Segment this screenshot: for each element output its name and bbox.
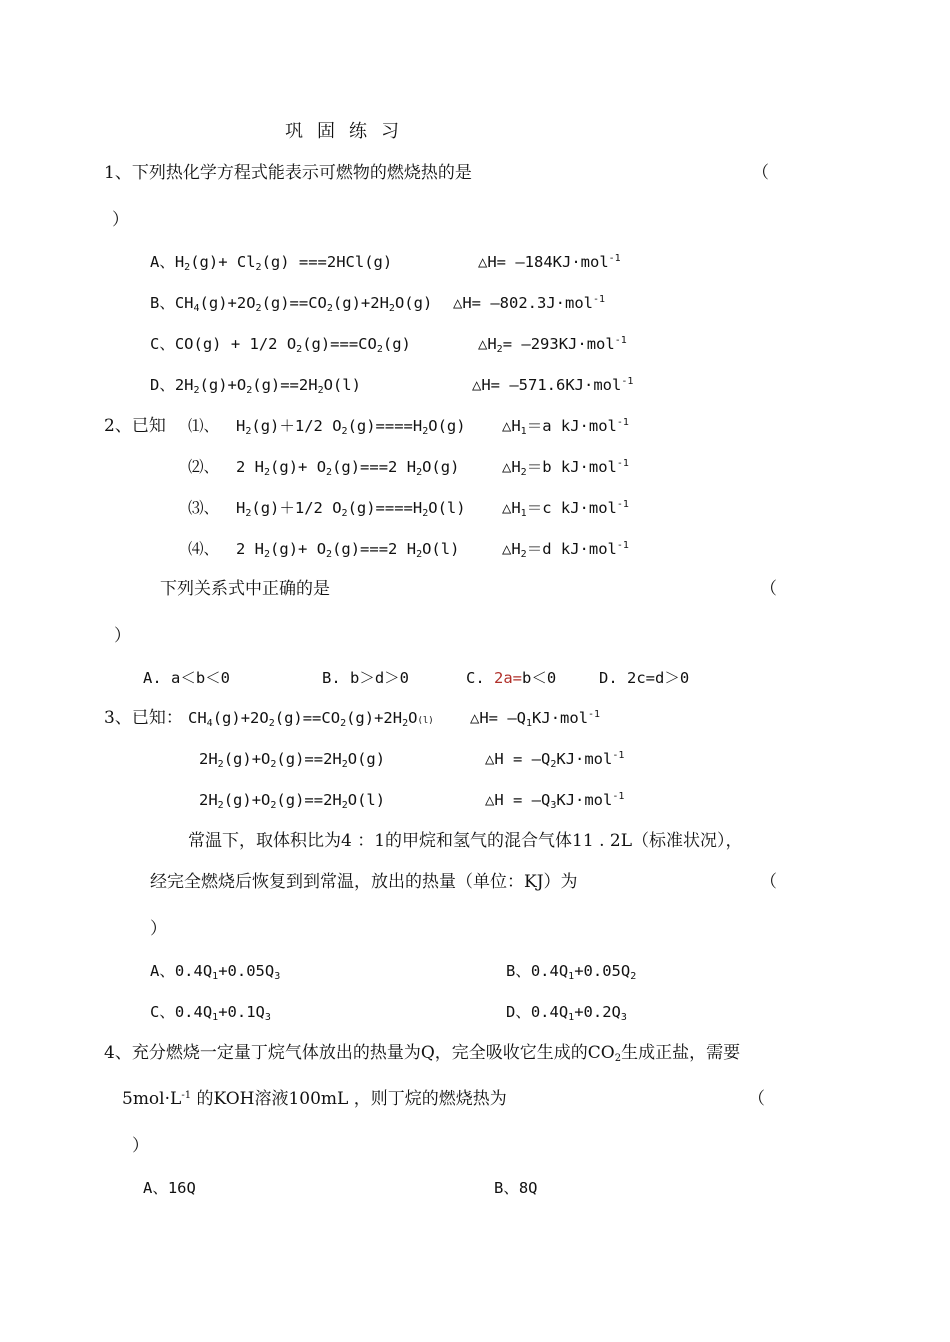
q2-eq1-dh: $\triangle H_1=a$ kJ·mol$^{-1}$ (502, 417, 629, 437)
q2-eq3-dh: $\triangle H_1=c$ kJ·mol$^{-1}$ (502, 499, 629, 519)
q2-option-b: B. b＞d＞0 (322, 669, 409, 687)
q4-paren-close: ） (132, 1136, 149, 1156)
q4-option-a: A、16Q (143, 1179, 196, 1197)
q3-text2: 经完全燃烧后恢复到到常温，放出的热量（单位：KJ）为 (150, 872, 578, 892)
q2-option-a: A. a＜b＜0 (143, 669, 230, 687)
q2-eq3: $H_2(g)+1/2$ $O_2(g)====H_2O(l)$ (236, 499, 466, 519)
q2-eq2-dh: $\triangle H_2=b$ kJ·mol$^{-1}$ (502, 458, 629, 478)
q2-eq2: 2 $H_2(g)+ O_2(g)===2$ $H_2O(g)$ (236, 458, 460, 478)
q3-option-a: A、$0.4Q_1+0.05Q_3$ (150, 962, 281, 982)
q3-option-d: D、$0.4Q_1+0.2Q_3$ (506, 1003, 627, 1023)
q1-option-d-dh: △H= —571.6KJ·mol$^{-1}$ (472, 376, 634, 394)
q1-option-c: C、CO(g) + 1/2 $O_2(g)===CO_2(g)$ (150, 335, 411, 355)
q1-option-a-dh: △H= —184KJ·mol$^{-1}$ (478, 253, 621, 271)
q4-text2: $5mol\cdot L^{-1}$ 的KOH溶液100mL ，则丁烷的燃烧热为 (122, 1089, 507, 1109)
q2-prefix: 2、已知 (104, 416, 166, 436)
page-title: 巩固练习 (285, 121, 413, 142)
q3-eq3: $2H_2(g)+O_2(g)==2H_2O(l)$ (199, 791, 386, 811)
q4-option-b: B、8Q (494, 1179, 538, 1197)
q3-paren-open: （ (760, 872, 777, 892)
q3-paren-close: ） (150, 919, 167, 939)
q2-paren-open: （ (760, 579, 777, 599)
q1-option-a: A、$H_2(g)+ Cl_2(g) ===2HCl(g)$ (150, 253, 393, 273)
q1-stem: 1、下列热化学方程式能表示可燃物的燃烧热的是 (104, 163, 472, 183)
q3-option-b: B、$0.4Q_1+0.05Q_2$ (506, 962, 637, 982)
q2-option-d: D. 2c=d＞0 (599, 669, 690, 687)
q4-text1: 4、充分燃烧一定量丁烷气体放出的热量为Q，完全吸收它生成的$CO_2$生成正盐，需要 (104, 1043, 741, 1064)
q3-prefix: 3、已知： (104, 708, 183, 728)
q2-eq4-num: ⑷、 (188, 540, 220, 558)
q1-option-b: B、$CH_4(g)+2O_2(g)==CO_2(g)+2H_2O(g)$ (150, 294, 433, 314)
q3-text1: 常温下，取体积比为4 ：1的甲烷和氢气的混合气体11 . 2L（标准状况）， (188, 831, 743, 851)
q2-eq1-num: ⑴、 (188, 417, 220, 435)
q2-eq4-dh: $\triangle H_2=d$ kJ·mol$^{-1}$ (502, 540, 629, 560)
q3-option-c: C、$0.4Q_1+0.1Q_3$ (150, 1003, 271, 1023)
q2-option-c: C. 2a=b＜0 (466, 669, 557, 687)
q3-eq1: $CH_4(g)+2O_2(g)==CO_2(g)+2H_2O(l)$ (188, 709, 434, 729)
q1-option-c-dh: $\triangle H_2=$ —293KJ·mol$^{-1}$ (478, 335, 627, 355)
q2-eq2-num: ⑵、 (188, 458, 220, 476)
q1-paren-open: （ (752, 163, 769, 183)
q2-eq3-num: ⑶、 (188, 499, 220, 517)
q3-eq2-dh: △H = $—Q_2KJ\cdot mol^{-1}$ (485, 750, 625, 770)
q1-paren-close: ） (112, 210, 129, 230)
q2-paren-close: ） (114, 626, 131, 646)
q1-option-d: D、$2H_2(g)+O_2(g)==2H_2O(l)$ (150, 376, 361, 396)
q3-eq2: $2H_2(g)+O_2(g)==2H_2O(g)$ (199, 750, 386, 770)
q4-paren-open: （ (748, 1089, 765, 1109)
q2-eq4: 2 $H_2(g)+ O_2(g)===2$ $H_2O(l)$ (236, 540, 460, 560)
q3-eq3-dh: △H = $—Q_3KJ\cdot mol^{-1}$ (485, 791, 625, 811)
q2-eq1: $H_2(g)+1/2$ $O_2(g)====H_2O(g)$ (236, 417, 466, 437)
q3-eq1-dh: △H= $—Q_1KJ\cdot mol^{-1}$ (470, 709, 601, 729)
q1-option-b-dh: △H= —802.3J·mol$^{-1}$ (453, 294, 606, 312)
q2-ask: 下列关系式中正确的是 (160, 579, 330, 599)
